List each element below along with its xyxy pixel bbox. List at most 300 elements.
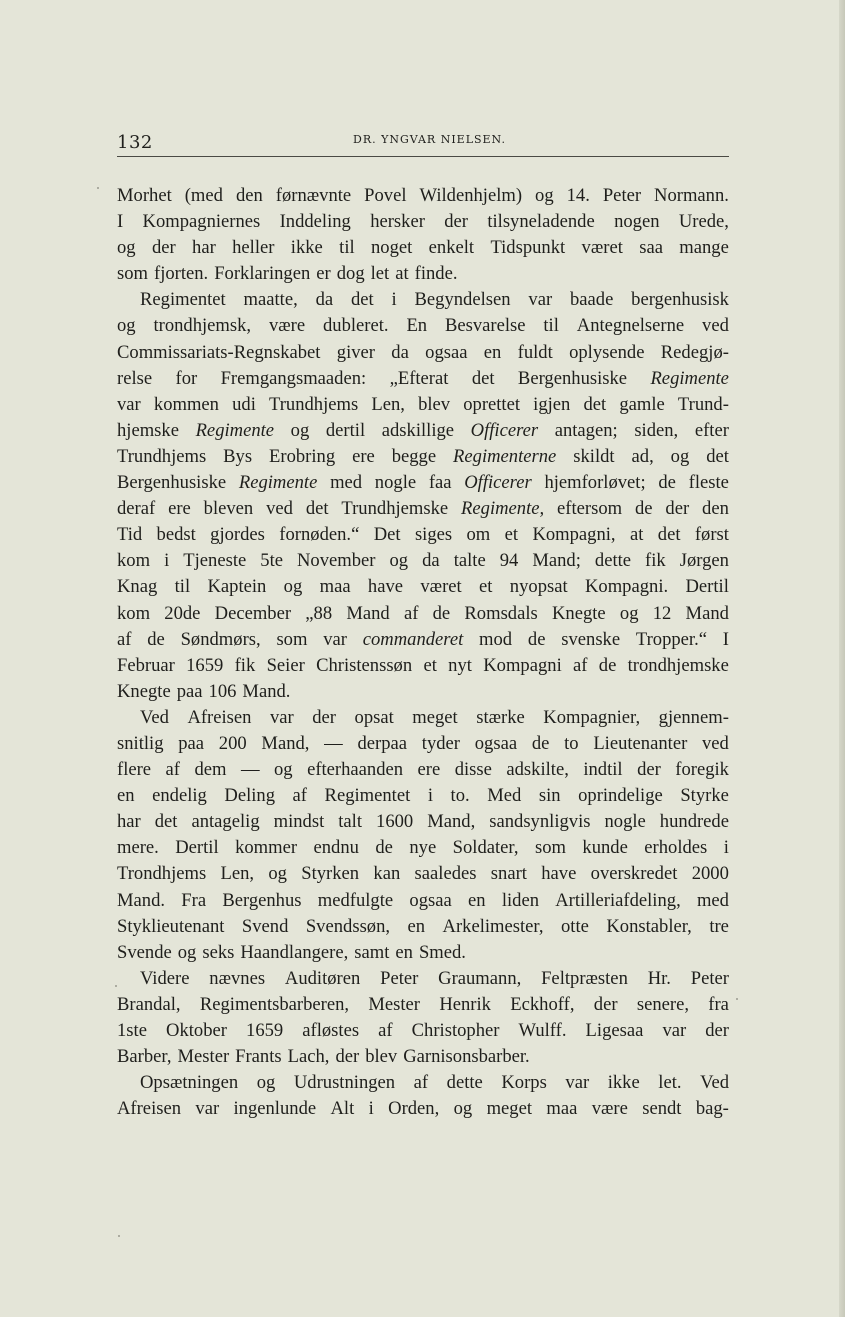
word: mere.: [117, 837, 159, 859]
word: maa: [319, 576, 351, 598]
word: og: [177, 941, 197, 963]
word: har: [192, 237, 216, 259]
word: kom: [117, 550, 151, 572]
word: Auditøren: [284, 967, 361, 989]
word: Trundhjems: [117, 445, 207, 467]
word: 94: [499, 550, 519, 572]
text-line: [117, 966, 729, 992]
word: om: [466, 524, 491, 546]
word: Tropper.“: [635, 628, 707, 650]
word: bleven: [203, 498, 254, 520]
word: stærke: [476, 706, 525, 728]
word: og: [117, 315, 136, 337]
word: Regimente,: [461, 498, 545, 520]
text-line: [117, 757, 729, 783]
word: liden: [501, 889, 539, 911]
word: „Efterat: [389, 367, 449, 389]
word: nævnes: [209, 967, 266, 989]
text-line: [117, 366, 729, 392]
word: med: [330, 472, 363, 494]
word: kommen: [153, 393, 219, 415]
word: begge: [391, 445, 437, 467]
word: et: [504, 524, 519, 546]
text-line: [117, 418, 729, 444]
word: en: [468, 889, 486, 911]
text-line: [117, 574, 729, 600]
word: et: [479, 576, 493, 598]
word: to.: [450, 785, 470, 807]
word: finde.: [414, 263, 458, 285]
word: og: [670, 445, 690, 467]
word: Garnisonsbarber.: [403, 1046, 530, 1068]
text-line: [117, 470, 729, 496]
word: antagelig: [191, 811, 260, 833]
word: nyopsat: [509, 576, 568, 598]
word: de: [147, 628, 165, 650]
word: Kompagni.: [584, 576, 669, 598]
word: adskilte,: [506, 759, 569, 781]
word: Trondhjems: [117, 863, 207, 885]
word: Mester: [368, 993, 420, 1015]
word: det: [583, 393, 607, 415]
word: 20de: [164, 602, 201, 624]
word: fuldt: [517, 341, 553, 363]
word: En: [406, 315, 428, 337]
word: Peter: [690, 967, 729, 989]
word: snart: [490, 863, 527, 885]
text-line: [117, 1044, 729, 1070]
word: Søndmørs,: [180, 628, 261, 650]
word: tre: [709, 915, 729, 937]
word: Henrik: [439, 993, 491, 1015]
word: og: [389, 550, 409, 572]
word: maatte,: [243, 289, 298, 311]
word: trondhjemsk,: [153, 315, 252, 337]
text-line: [117, 548, 729, 574]
word: relse: [117, 367, 153, 389]
word: de: [531, 732, 550, 754]
word: svenske: [561, 628, 621, 650]
word: oprettet: [463, 393, 521, 415]
word: da: [391, 341, 409, 363]
word: og: [619, 602, 639, 624]
word: have: [367, 576, 404, 598]
word: disse: [454, 759, 492, 781]
word: November: [297, 550, 376, 572]
word: efter: [694, 419, 729, 441]
word: udi: [232, 393, 256, 415]
text-line: [117, 209, 729, 235]
word: let: [370, 263, 390, 285]
word: nogle: [604, 811, 646, 833]
word: oplysende: [569, 341, 645, 363]
word: Mand;: [532, 550, 581, 572]
word: var: [195, 1098, 220, 1120]
text-line: [117, 1070, 729, 1096]
word: samt: [354, 941, 390, 963]
page-header: [117, 128, 729, 157]
word: ikke: [290, 237, 323, 259]
word: i: [368, 1098, 374, 1120]
word: enkelt: [428, 237, 475, 259]
word: og: [453, 1098, 473, 1120]
word: mange: [679, 237, 729, 259]
word: Kompagniernes: [142, 211, 261, 233]
word: en: [395, 941, 413, 963]
word: Forklaringen: [214, 263, 311, 285]
word: de: [658, 472, 676, 494]
word: blev: [365, 1046, 398, 1068]
word: Officerer: [464, 472, 532, 494]
word: gamle: [619, 393, 665, 415]
word: ere: [168, 498, 191, 520]
word: Besvarelse: [444, 315, 526, 337]
word: Mand.: [242, 680, 291, 702]
word: var: [528, 289, 553, 311]
word: —: [240, 759, 260, 781]
word: Opsætningen: [140, 1072, 239, 1094]
word: Svende: [117, 941, 172, 963]
word: Styklieutenant: [117, 915, 225, 937]
word: mod: [479, 628, 513, 650]
word: Bys: [223, 445, 253, 467]
text-line: [117, 183, 729, 209]
word: der: [705, 1020, 729, 1041]
word: hersker: [370, 211, 425, 233]
word: talt: [338, 811, 363, 833]
word: hjemske: [117, 419, 179, 441]
word: en: [117, 785, 135, 807]
word: i: [164, 550, 170, 572]
word: afløstes: [302, 1020, 360, 1041]
word: i: [427, 785, 433, 807]
word: Oktober: [166, 1020, 227, 1041]
word: bedst: [156, 524, 196, 546]
text-line: [117, 313, 729, 339]
text-line: [117, 653, 729, 679]
word: Trundhjems: [269, 393, 359, 415]
word: som: [276, 628, 308, 650]
word: tyder: [421, 732, 460, 754]
word: Videre: [140, 967, 190, 989]
word: Fra: [181, 889, 207, 911]
word: ere: [417, 759, 441, 781]
text-line: [117, 522, 729, 548]
word: Kaptein: [207, 576, 267, 598]
word: December: [214, 602, 292, 624]
word: I: [722, 628, 729, 650]
word: Februar: [117, 654, 175, 676]
text-line: [117, 340, 729, 366]
word: de: [432, 602, 451, 624]
word: og: [117, 237, 136, 259]
word: opsat: [354, 706, 394, 728]
word: ved: [702, 732, 729, 754]
word: overskredet: [590, 863, 678, 885]
word: Wulff.: [518, 1020, 567, 1041]
word: være: [591, 1098, 628, 1120]
word: I: [117, 211, 124, 233]
word: Ligesaa: [585, 1020, 644, 1041]
word: Mand,: [261, 732, 310, 754]
speck-mark: [736, 998, 738, 1000]
word: Det: [373, 524, 401, 546]
word: ogsaa: [474, 732, 518, 754]
word: Morhet: [117, 185, 172, 206]
word: af: [573, 654, 588, 676]
word: Officerer: [470, 419, 539, 441]
word: —: [324, 732, 343, 754]
word: være: [268, 315, 306, 337]
word: mindst: [273, 811, 325, 833]
word: Svend: [241, 915, 289, 937]
word: Regimenterne: [453, 445, 557, 467]
word: Wildenhjelm): [419, 185, 523, 206]
word: der: [444, 211, 468, 233]
word: var: [269, 706, 294, 728]
word: Eckhoff,: [510, 993, 575, 1015]
word: antagen;: [554, 419, 618, 441]
speck-mark: [97, 187, 99, 189]
word: 2000: [691, 863, 729, 885]
word: Mand,: [427, 811, 476, 833]
word: Haandlangere,: [240, 941, 349, 963]
word: Hr.: [647, 967, 671, 989]
word: to: [564, 732, 579, 754]
word: til: [543, 315, 559, 337]
word: Bergenhusiske: [117, 472, 227, 494]
word: seks: [202, 941, 235, 963]
word: Begyndelsen: [414, 289, 511, 311]
word: faa: [428, 472, 452, 494]
word: bergenhusisk: [631, 289, 729, 311]
word: de: [375, 837, 393, 859]
word: Lach,: [287, 1046, 330, 1068]
word: et: [423, 654, 437, 676]
word: trondhjemske: [627, 654, 729, 676]
word: 12: [652, 602, 672, 624]
word: Frants: [235, 1046, 282, 1068]
word: siden,: [634, 419, 679, 441]
word: indtil: [583, 759, 623, 781]
word: paa: [176, 680, 203, 702]
word: de: [527, 628, 546, 650]
word: otte: [560, 915, 589, 937]
word: 1600: [376, 811, 414, 833]
word: saa: [639, 237, 663, 259]
word: Orden,: [388, 1098, 440, 1120]
word: Peter: [380, 967, 419, 989]
word: talte: [453, 550, 486, 572]
word: der: [665, 498, 690, 520]
word: flere: [117, 759, 152, 781]
word: først: [694, 524, 729, 546]
word: Regimentet: [140, 289, 226, 311]
word: Konstabler,: [606, 915, 692, 937]
word: det: [305, 498, 329, 520]
word: var: [565, 1072, 590, 1094]
word: 1659: [246, 1020, 284, 1041]
word: Ved: [700, 1072, 729, 1094]
word: ere: [352, 445, 375, 467]
word: en: [483, 341, 502, 363]
text-line: [117, 940, 729, 966]
word: det: [154, 811, 178, 833]
word: Regimentet: [324, 785, 411, 807]
word: adskillige: [381, 419, 455, 441]
word: den: [235, 185, 263, 206]
word: kom: [117, 602, 151, 624]
word: Christenssøn: [316, 654, 413, 676]
word: dem: [194, 759, 227, 781]
word: der: [593, 993, 618, 1015]
word: til: [174, 576, 191, 598]
word: gjordes: [210, 524, 265, 546]
word: af: [403, 602, 419, 624]
word: fra: [708, 993, 729, 1015]
word: Regimente: [650, 367, 729, 389]
word: baade: [569, 289, 614, 311]
word: Kompagni,: [532, 524, 616, 546]
word: var: [323, 628, 347, 650]
word: endnu: [313, 837, 359, 859]
word: Mand: [346, 602, 390, 624]
word: hjemforløvet;: [544, 472, 646, 494]
page-number: 132: [117, 132, 153, 153]
word: Korps: [501, 1072, 547, 1094]
word: foregik: [675, 759, 729, 781]
word: der: [151, 237, 176, 259]
word: Antegnelserne: [576, 315, 685, 337]
speck-mark: [118, 1235, 120, 1237]
word: igjen: [533, 393, 571, 415]
word: oprindelige: [578, 785, 663, 807]
word: har: [117, 811, 141, 833]
word: og: [268, 863, 287, 885]
word: ved: [266, 498, 293, 520]
word: Bergenhusiske: [517, 367, 628, 389]
word: sandsynligvis: [489, 811, 591, 833]
word: have: [541, 863, 577, 885]
word: fornøden.“: [279, 524, 360, 546]
word: Regimentsbarberen,: [199, 993, 350, 1015]
word: det: [706, 445, 729, 467]
word: var: [662, 1020, 687, 1041]
word: ikke: [607, 1072, 640, 1094]
word: af: [292, 785, 307, 807]
word: tilsyneladende: [487, 211, 595, 233]
text-line: [117, 914, 729, 940]
word: commanderet: [362, 628, 464, 650]
speck-mark: [115, 985, 117, 987]
word: førnævnte: [275, 185, 352, 206]
word: Len,: [220, 863, 255, 885]
text-line: [117, 444, 729, 470]
word: ingenlunde: [233, 1098, 317, 1120]
word: det: [657, 524, 681, 546]
text-line: [117, 601, 729, 627]
word: kan: [373, 863, 401, 885]
text-line: [117, 627, 729, 653]
word: nyt: [448, 654, 472, 676]
word: deraf: [117, 498, 156, 520]
word: det: [471, 367, 495, 389]
word: 200: [218, 732, 247, 754]
word: Christopher: [411, 1020, 500, 1041]
word: Lieutenanter: [593, 732, 688, 754]
word: Inddeling: [279, 211, 351, 233]
word: bag-: [695, 1098, 729, 1120]
word: Tid: [117, 524, 143, 546]
word: den: [702, 498, 729, 520]
word: som: [117, 263, 148, 285]
word: fjorten.: [154, 263, 209, 285]
text-line: [117, 861, 729, 887]
word: „88: [305, 602, 333, 624]
word: Fremgangsmaaden:: [220, 367, 367, 389]
word: endelig: [152, 785, 207, 807]
text-line: [117, 392, 729, 418]
word: Regimente: [238, 472, 318, 494]
word: været: [420, 576, 462, 598]
word: og: [283, 576, 303, 598]
word: af: [117, 628, 132, 650]
word: 5te: [260, 550, 283, 572]
word: og: [535, 185, 554, 206]
word: Svendssøn,: [305, 915, 391, 937]
word: en: [407, 915, 426, 937]
text-line: [117, 1018, 729, 1044]
word: Dertil: [175, 837, 219, 859]
word: nogen: [614, 211, 660, 233]
word: fleste: [688, 472, 729, 494]
word: var: [117, 393, 141, 415]
word: Peter: [602, 185, 642, 206]
word: Artilleriafdeling,: [555, 889, 681, 911]
word: ogsaa: [425, 341, 468, 363]
page-edge: [839, 0, 845, 1317]
word: til: [339, 237, 355, 259]
word: og: [256, 1072, 276, 1094]
word: Jørgen: [679, 550, 729, 572]
word: Soldater,: [452, 837, 519, 859]
word: Udrustningen: [293, 1072, 396, 1094]
word: 14.: [566, 185, 590, 206]
word: Kompagni: [483, 654, 562, 676]
text-line: [117, 835, 729, 861]
word: medfulgte: [317, 889, 394, 911]
word: Regimente: [195, 419, 275, 441]
word: Afreisen: [117, 1098, 182, 1120]
text-line: [117, 731, 729, 757]
word: da: [315, 289, 334, 311]
word: Med: [487, 785, 522, 807]
word: Tidspunkt: [490, 237, 566, 259]
word: været: [581, 237, 623, 259]
word: Mand: [685, 602, 729, 624]
word: er: [316, 263, 331, 285]
word: da: [422, 550, 440, 572]
running-head: DR. YNGVAR NIELSEN.: [353, 133, 506, 146]
word: saaledes: [414, 863, 477, 885]
word: der: [335, 1046, 360, 1068]
text-line: [117, 1096, 729, 1122]
word: Erobring: [269, 445, 336, 467]
word: giver: [336, 341, 375, 363]
word: hundrede: [659, 811, 729, 833]
text-line: [117, 888, 729, 914]
word: Tjeneste: [183, 550, 247, 572]
